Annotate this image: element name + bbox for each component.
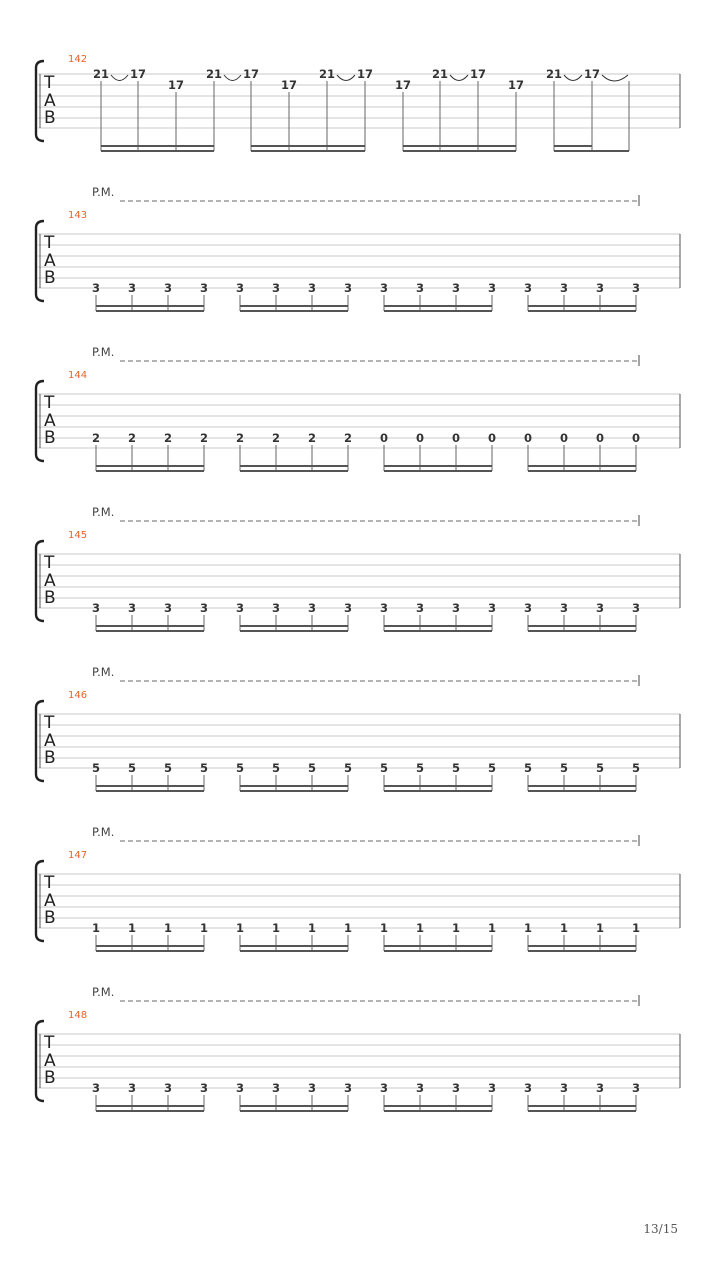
fret-number: 3 — [559, 601, 569, 615]
fret-number: 3 — [595, 601, 605, 615]
fret-number: 5 — [307, 761, 317, 775]
fret-number: 1 — [271, 921, 281, 935]
page-number: 13/15 — [643, 1222, 678, 1236]
fret-number: 1 — [163, 921, 173, 935]
measure-number: 146 — [68, 690, 88, 701]
tab-staff — [0, 640, 720, 800]
tab-letter-t: T — [44, 233, 55, 253]
tab-letter-t: T — [44, 393, 55, 413]
fret-number: 17 — [242, 67, 260, 81]
fret-number: 3 — [235, 281, 245, 295]
tab-letter-a: A — [44, 891, 56, 911]
fret-number: 1 — [379, 921, 389, 935]
fret-number: 3 — [163, 1081, 173, 1095]
fret-number: 2 — [127, 431, 137, 445]
fret-number: 0 — [379, 431, 389, 445]
fret-number: 3 — [271, 1081, 281, 1095]
fret-number: 3 — [379, 281, 389, 295]
fret-number: 1 — [91, 921, 101, 935]
fret-number: 3 — [343, 281, 353, 295]
fret-number: 3 — [343, 1081, 353, 1095]
fret-number: 3 — [307, 601, 317, 615]
fret-number: 5 — [595, 761, 605, 775]
fret-number: 3 — [451, 1081, 461, 1095]
tab-letter-t: T — [44, 553, 55, 573]
tab-letter-a: A — [44, 731, 56, 751]
fret-number: 1 — [595, 921, 605, 935]
fret-number: 3 — [163, 281, 173, 295]
tab-system — [0, 960, 720, 1120]
fret-number: 0 — [415, 431, 425, 445]
fret-number: 3 — [487, 281, 497, 295]
fret-number: 21 — [318, 67, 336, 81]
fret-number: 2 — [199, 431, 209, 445]
measure-number: 142 — [68, 54, 88, 65]
fret-number: 17 — [129, 67, 147, 81]
fret-number: 3 — [595, 1081, 605, 1095]
fret-number: 3 — [271, 601, 281, 615]
fret-number: 5 — [235, 761, 245, 775]
fret-number: 1 — [127, 921, 137, 935]
fret-number: 2 — [235, 431, 245, 445]
measure-number: 144 — [68, 370, 88, 381]
fret-number: 5 — [91, 761, 101, 775]
fret-number: 1 — [523, 921, 533, 935]
fret-number: 21 — [205, 67, 223, 81]
fret-number: 17 — [469, 67, 487, 81]
fret-number: 3 — [91, 281, 101, 295]
palm-mute-label: P.M. — [92, 505, 115, 519]
fret-number: 3 — [91, 601, 101, 615]
fret-number: 0 — [595, 431, 605, 445]
fret-number: 0 — [631, 431, 641, 445]
measure-number: 143 — [68, 210, 88, 221]
fret-number: 2 — [91, 431, 101, 445]
fret-number: 17 — [394, 78, 412, 92]
fret-number: 3 — [235, 601, 245, 615]
fret-number: 3 — [307, 281, 317, 295]
fret-number: 1 — [235, 921, 245, 935]
fret-number: 17 — [356, 67, 374, 81]
tab-staff — [0, 0, 720, 160]
fret-number: 3 — [415, 1081, 425, 1095]
tab-letter-t: T — [44, 1033, 55, 1053]
fret-number: 3 — [235, 1081, 245, 1095]
tab-staff — [0, 160, 720, 320]
fret-number: 3 — [199, 601, 209, 615]
fret-number: 2 — [307, 431, 317, 445]
tab-letter-b: B — [44, 1068, 56, 1088]
tab-system — [0, 320, 720, 480]
fret-number: 3 — [199, 281, 209, 295]
fret-number: 5 — [127, 761, 137, 775]
fret-number: 5 — [199, 761, 209, 775]
tab-system — [0, 800, 720, 960]
fret-number: 1 — [199, 921, 209, 935]
fret-number: 3 — [451, 281, 461, 295]
tab-letter-a: A — [44, 571, 56, 591]
fret-number: 3 — [415, 281, 425, 295]
fret-number: 3 — [127, 281, 137, 295]
tab-staff — [0, 320, 720, 480]
tab-letter-t: T — [44, 73, 55, 93]
tie-arc — [111, 75, 128, 81]
fret-number: 2 — [271, 431, 281, 445]
fret-number: 17 — [280, 78, 298, 92]
fret-number: 3 — [199, 1081, 209, 1095]
fret-number: 3 — [451, 601, 461, 615]
fret-number: 3 — [163, 601, 173, 615]
fret-number: 3 — [595, 281, 605, 295]
tab-letter-t: T — [44, 873, 55, 893]
fret-number: 21 — [545, 67, 563, 81]
fret-number: 3 — [523, 601, 533, 615]
fret-number: 5 — [631, 761, 641, 775]
fret-number: 21 — [431, 67, 449, 81]
fret-number: 0 — [487, 431, 497, 445]
measure-number: 147 — [68, 850, 88, 861]
fret-number: 3 — [523, 281, 533, 295]
tab-letter-t: T — [44, 713, 55, 733]
fret-number: 3 — [271, 281, 281, 295]
tab-letter-b: B — [44, 588, 56, 608]
tab-system — [0, 640, 720, 800]
fret-number: 5 — [271, 761, 281, 775]
fret-number: 3 — [91, 1081, 101, 1095]
fret-number: 2 — [343, 431, 353, 445]
tie-arc — [450, 75, 468, 81]
fret-number: 0 — [451, 431, 461, 445]
fret-number: 5 — [415, 761, 425, 775]
tie-arc — [564, 75, 582, 81]
fret-number: 0 — [523, 431, 533, 445]
palm-mute-label: P.M. — [92, 825, 115, 839]
fret-number: 0 — [559, 431, 569, 445]
fret-number: 3 — [379, 601, 389, 615]
fret-number: 3 — [379, 1081, 389, 1095]
palm-mute-label: P.M. — [92, 185, 115, 199]
fret-number: 5 — [523, 761, 533, 775]
fret-number: 1 — [451, 921, 461, 935]
tie-arc — [337, 75, 355, 81]
tab-letter-b: B — [44, 428, 56, 448]
palm-mute-label: P.M. — [92, 985, 115, 999]
fret-number: 5 — [559, 761, 569, 775]
tab-staff — [0, 800, 720, 960]
tie-arc — [224, 75, 241, 81]
fret-number: 3 — [631, 601, 641, 615]
fret-number: 17 — [507, 78, 525, 92]
tie-arc — [602, 75, 628, 81]
tab-staff — [0, 480, 720, 640]
fret-number: 5 — [379, 761, 389, 775]
fret-number: 3 — [343, 601, 353, 615]
fret-number: 3 — [307, 1081, 317, 1095]
fret-number: 1 — [343, 921, 353, 935]
fret-number: 5 — [163, 761, 173, 775]
fret-number: 3 — [631, 1081, 641, 1095]
tab-letter-a: A — [44, 91, 56, 111]
tab-letter-a: A — [44, 251, 56, 271]
tab-letter-a: A — [44, 411, 56, 431]
fret-number: 5 — [451, 761, 461, 775]
fret-number: 1 — [559, 921, 569, 935]
measure-number: 145 — [68, 530, 88, 541]
fret-number: 1 — [487, 921, 497, 935]
fret-number: 3 — [127, 1081, 137, 1095]
fret-number: 3 — [559, 281, 569, 295]
fret-number: 5 — [343, 761, 353, 775]
fret-number: 21 — [92, 67, 110, 81]
fret-number: 3 — [127, 601, 137, 615]
tab-letter-b: B — [44, 108, 56, 128]
measure-number: 148 — [68, 1010, 88, 1021]
fret-number: 1 — [631, 921, 641, 935]
tab-letter-b: B — [44, 908, 56, 928]
tab-system — [0, 480, 720, 640]
fret-number: 3 — [415, 601, 425, 615]
tab-letter-b: B — [44, 268, 56, 288]
fret-number: 17 — [583, 67, 601, 81]
fret-number: 2 — [163, 431, 173, 445]
palm-mute-label: P.M. — [92, 665, 115, 679]
fret-number: 5 — [487, 761, 497, 775]
fret-number: 3 — [559, 1081, 569, 1095]
fret-number: 3 — [487, 1081, 497, 1095]
fret-number: 1 — [415, 921, 425, 935]
tab-letter-b: B — [44, 748, 56, 768]
fret-number: 17 — [167, 78, 185, 92]
tab-system — [0, 0, 720, 160]
fret-number: 3 — [487, 601, 497, 615]
tab-system — [0, 160, 720, 320]
tab-letter-a: A — [44, 1051, 56, 1071]
palm-mute-label: P.M. — [92, 345, 115, 359]
fret-number: 3 — [523, 1081, 533, 1095]
tab-staff — [0, 960, 720, 1120]
fret-number: 1 — [307, 921, 317, 935]
fret-number: 3 — [631, 281, 641, 295]
